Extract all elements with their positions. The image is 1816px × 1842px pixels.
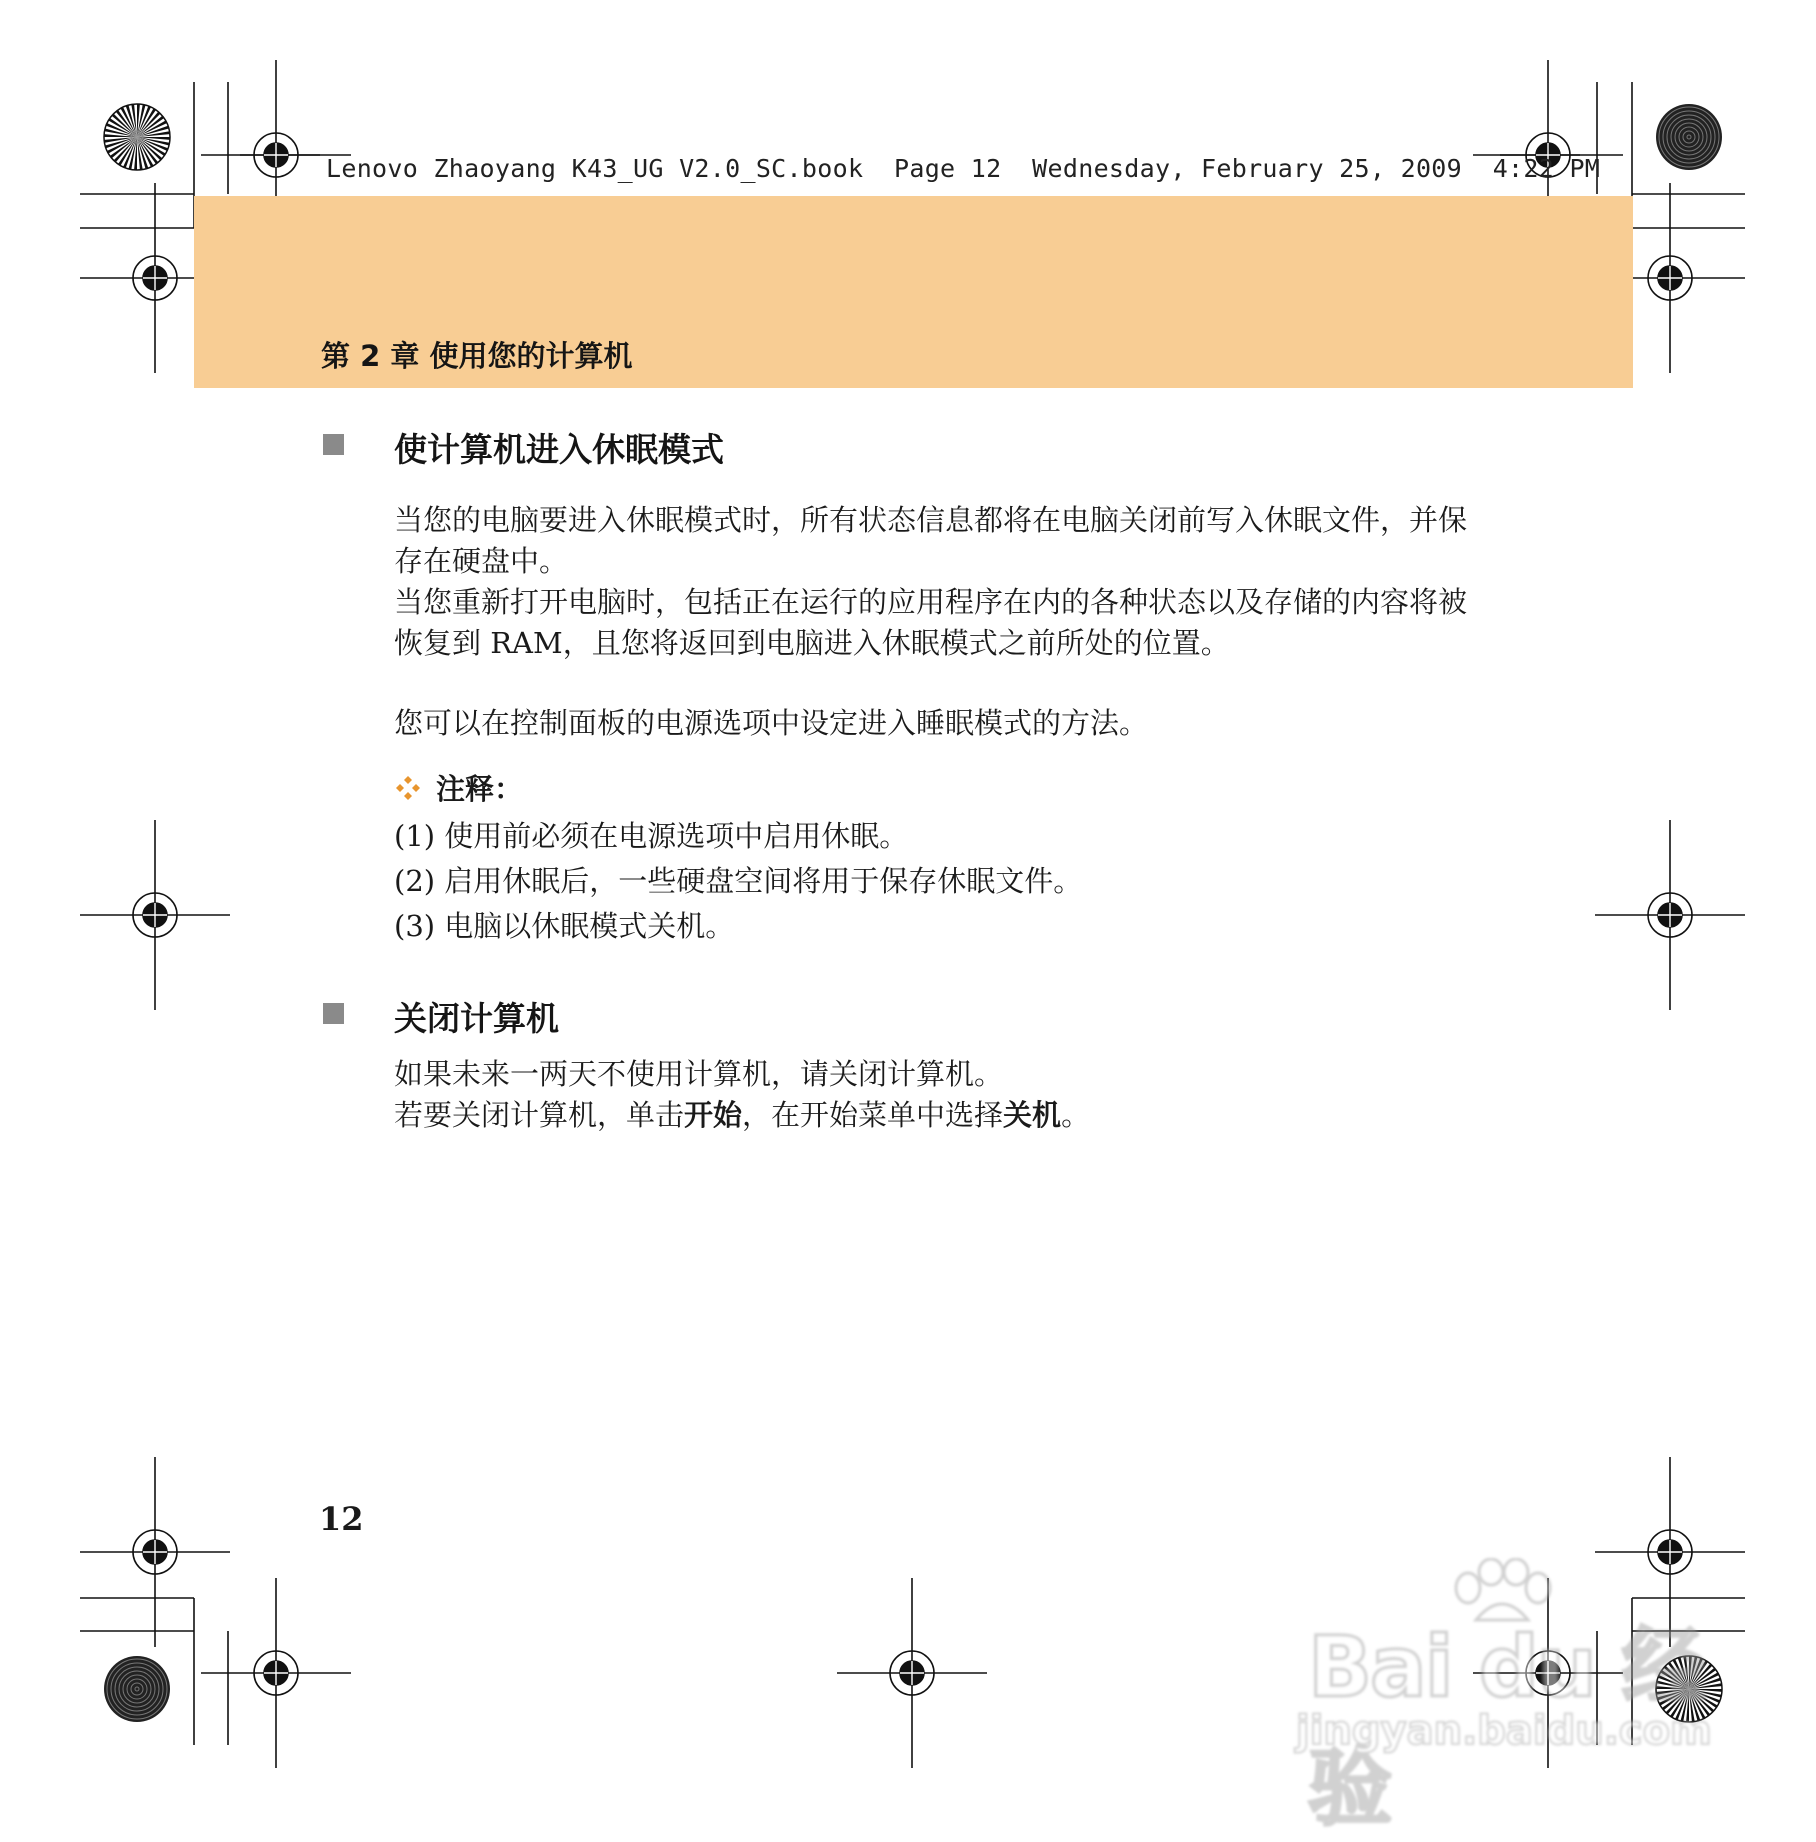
chapter-header-band [194, 196, 1633, 388]
book-info-line: Lenovo Zhaoyang K43_UG V2.0_SC.book Page 12 Wednesday, February 25, 2009 4:22 PM [326, 154, 1601, 183]
starburst-dial-icon [104, 104, 170, 170]
baidu-watermark [1296, 1558, 1716, 1837]
registration-target-icon [80, 1457, 230, 1647]
note-title: 注释： [436, 772, 524, 806]
registration-target-icon [80, 820, 230, 1010]
concentric-dial-icon [1656, 104, 1722, 170]
concentric-dial-icon [104, 1656, 170, 1722]
note-item: (1) 使用前必须在电源选项中启用休眠。 [394, 819, 909, 853]
paragraph [394, 1095, 1474, 1136]
watermark-url: jingyan.baidu.com [1296, 1708, 1712, 1754]
section-heading-shutdown: 关闭计算机 [394, 999, 559, 1038]
paragraph: 当您的电脑要进入休眠模式时，所有状态信息都将在电脑关闭前写入休眠文件，并保存在硬盘中。 [394, 503, 1468, 578]
note-list [394, 814, 1082, 949]
page-number: 12 [319, 1500, 364, 1538]
text-run: 。 [1061, 1098, 1091, 1132]
diamond-bullet-icon [394, 774, 422, 802]
shutdown-term: 关机 [1003, 1098, 1062, 1132]
hibernate-description [394, 500, 1474, 744]
paragraph: 当您重新打开电脑时，包括正在运行的应用程序在内的各种状态以及存储的内容将被恢复到 RAM，且您将返回到电脑进入休眠模式之前所处的位置。 [394, 585, 1468, 660]
paragraph: 您可以在控制面板的电源选项中设定进入睡眠模式的方法。 [394, 706, 1149, 740]
paragraph: 如果未来一两天不使用计算机，请关闭计算机。 [394, 1057, 1004, 1091]
section-bullet [323, 434, 344, 455]
chapter-title: 第 2 章 使用您的计算机 [321, 339, 633, 373]
shutdown-description [394, 1054, 1474, 1136]
section-bullet [323, 1003, 344, 1024]
registration-target-icon [837, 1578, 987, 1768]
text-run: 若要关闭计算机，单击 [394, 1098, 685, 1132]
watermark-brand: Bai du 经验 [1308, 1618, 1704, 1837]
text-run: ，在开始菜单中选择 [742, 1098, 1004, 1132]
note-item: (2) 启用休眠后，一些硬盘空间将用于保存休眠文件。 [394, 864, 1083, 898]
note-heading [394, 767, 523, 808]
start-menu-term: 开始 [684, 1098, 743, 1132]
section-heading-hibernate: 使计算机进入休眠模式 [394, 430, 724, 469]
note-item: (3) 电脑以休眠模式关机。 [394, 909, 735, 943]
registration-target-icon [1595, 820, 1745, 1010]
registration-target-icon [201, 1578, 351, 1768]
